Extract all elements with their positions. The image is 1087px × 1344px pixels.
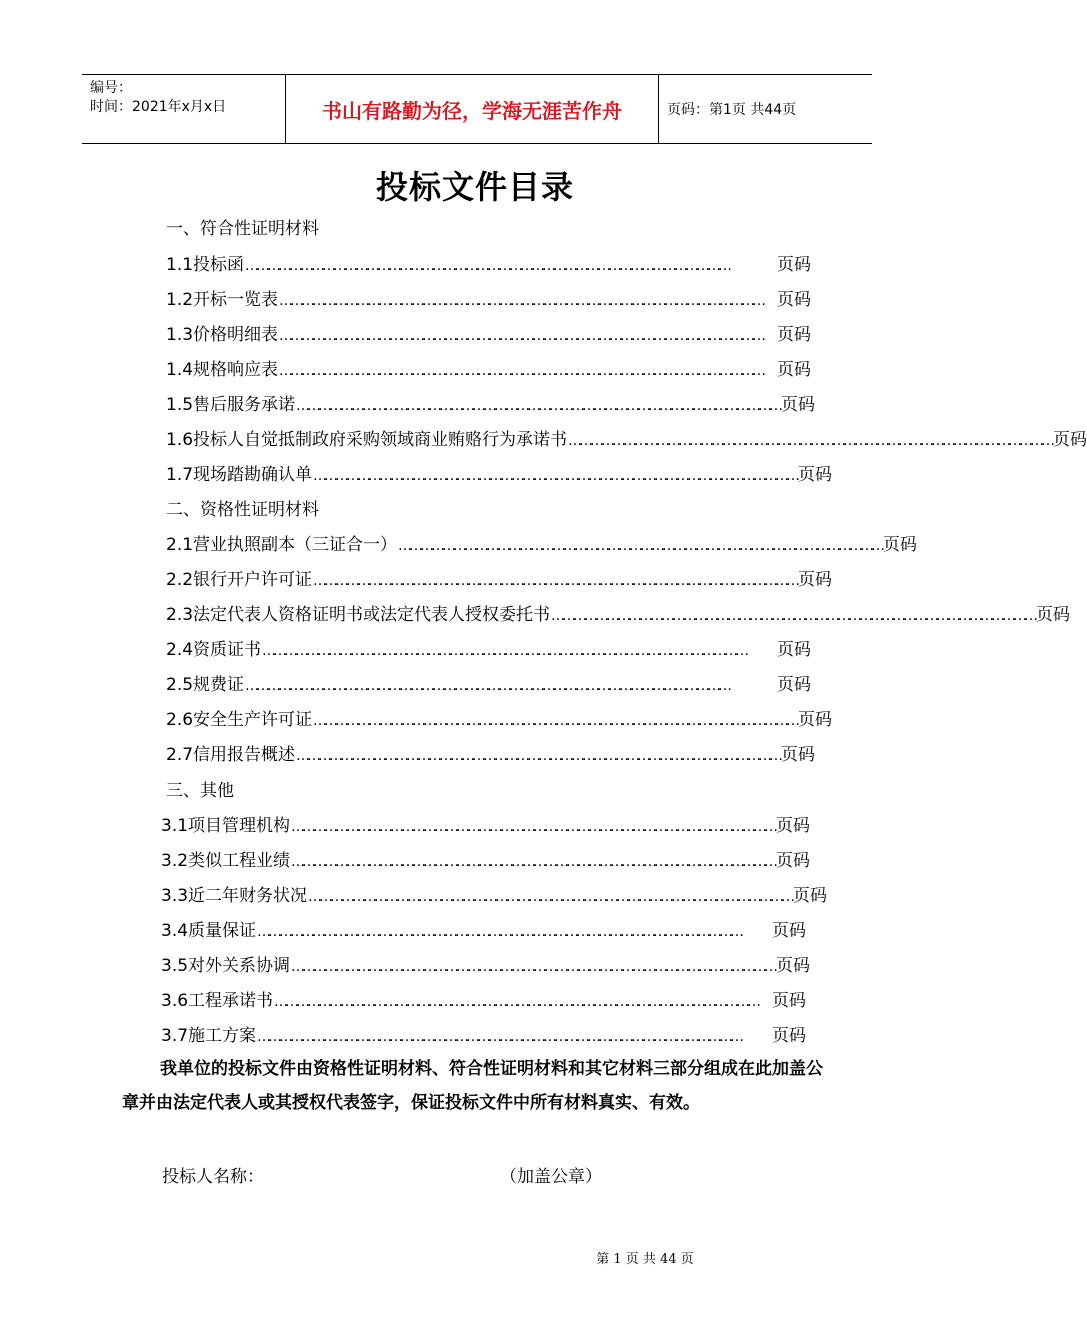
toc-entry-page: 页码: [793, 886, 828, 906]
header-page-label: 页码：第1页 共44页: [667, 102, 797, 118]
dot-leader: ……………………………………………………………………………………………………………………: [257, 924, 742, 940]
dot-leader: ……………………………………………………………………………………………………………………: [398, 538, 883, 554]
toc-entry-page: 页码: [777, 640, 811, 660]
toc-entry-label: 3.5对外关系协调: [161, 956, 291, 976]
toc-entry-label: 1.7现场踏勘确认单: [166, 465, 313, 485]
toc-entry-label: 1.6投标人自觉抵制政府采购领域商业贿赂行为承诺书: [166, 430, 568, 450]
dot-leader: ……………………………………………………………………………………………………………………: [313, 468, 798, 484]
dot-leader: ……………………………………………………………………………………………………………………: [291, 854, 776, 870]
toc-entry-label: 1.1投标函: [166, 255, 245, 275]
toc-entry-page: 页码: [1053, 430, 1087, 450]
toc-entry-page: 页码: [776, 851, 811, 871]
dot-leader: ……………………………………………………………………………………………………………………: [245, 258, 730, 274]
section-heading: 一、符合性证明材料: [166, 219, 319, 239]
toc-entry-page: 页码: [777, 325, 811, 345]
dot-leader: ……………………………………………………………………………………………………………………: [279, 363, 764, 379]
toc-entry-page: 页码: [798, 570, 833, 590]
page-title: 投标文件目录: [375, 168, 574, 206]
dot-leader: ……………………………………………………………………………………………………………………: [313, 713, 798, 729]
toc-entry: [161, 916, 806, 941]
toc-entry: [161, 846, 811, 871]
number-label: 编号：: [90, 80, 132, 96]
declaration-paragraph: 我单位的投标文件由资格性证明材料、符合性证明材料和其它材料三部分组成在此加盖公章并由法定代表人或其授权代表签字，保证投标文件中所有材料真实、有效。: [122, 1059, 823, 1113]
toc-entry-page: 页码: [777, 360, 811, 380]
toc-entry: [161, 811, 811, 836]
dot-leader: ……………………………………………………………………………………………………………………: [296, 398, 781, 414]
dot-leader: ……………………………………………………………………………………………………………………: [551, 608, 1036, 624]
toc-entry-label: 1.2开标一览表: [166, 290, 279, 310]
toc-entry: [161, 951, 811, 976]
toc-entry: [166, 600, 1071, 625]
dot-leader: ……………………………………………………………………………………………………………………: [296, 748, 781, 764]
toc-entry-label: 1.5售后服务承诺: [166, 395, 296, 415]
toc-entry-page: 页码: [772, 1026, 806, 1046]
toc-entry-page: 页码: [777, 255, 811, 275]
bidder-name-label: 投标人名称：: [162, 1167, 264, 1187]
toc-entry: [166, 320, 811, 345]
toc-entry: [166, 635, 811, 660]
toc-entry-page: 页码: [883, 535, 918, 555]
toc-entry-label: 3.3近二年财务状况: [161, 886, 308, 906]
toc-entry-page: 页码: [798, 465, 833, 485]
toc-entry: [161, 986, 806, 1011]
toc-entry-label: 2.7信用报告概述: [166, 745, 296, 765]
toc-entry: [166, 390, 816, 415]
dot-leader: ……………………………………………………………………………………………………………………: [308, 889, 793, 905]
toc-entry-page: 页码: [777, 290, 811, 310]
dot-leader: ……………………………………………………………………………………………………………………: [262, 643, 747, 659]
toc-entry: [166, 565, 833, 590]
toc-entry: [166, 530, 918, 555]
dot-leader: ……………………………………………………………………………………………………………………: [257, 1029, 742, 1045]
footer-page-number: 第 1 页 共 44 页: [596, 1252, 694, 1267]
toc-entry-page: 页码: [781, 395, 816, 415]
toc-entry-page: 页码: [777, 675, 811, 695]
dot-leader: ……………………………………………………………………………………………………………………: [274, 994, 759, 1010]
dot-leader: ……………………………………………………………………………………………………………………: [279, 293, 764, 309]
dot-leader: ……………………………………………………………………………………………………………………: [291, 819, 776, 835]
toc-entry-label: 2.1营业执照副本（三证合一）: [166, 535, 398, 555]
toc-entry-page: 页码: [772, 921, 806, 941]
document-header: [82, 74, 872, 144]
toc-entry-label: 3.6工程承诺书: [161, 991, 274, 1011]
toc-entry: [166, 670, 811, 695]
toc-entry: [166, 250, 811, 275]
toc-entry-label: 2.5规费证: [166, 675, 245, 695]
toc-entry: [166, 705, 833, 730]
section-heading: 二、资格性证明材料: [166, 500, 319, 520]
dot-leader: ……………………………………………………………………………………………………………………: [245, 678, 730, 694]
page-footer: [0, 1248, 950, 1267]
toc-entry-page: 页码: [776, 816, 811, 836]
seal-label: （加盖公章）: [500, 1167, 602, 1187]
toc-entry-label: 3.7施工方案: [161, 1026, 257, 1046]
toc-entry-label: 1.4规格响应表: [166, 360, 279, 380]
toc-entry-label: 3.4质量保证: [161, 921, 257, 941]
dot-leader: ……………………………………………………………………………………………………………………: [291, 959, 776, 975]
header-meta: [82, 75, 285, 143]
toc-entry-page: 页码: [1036, 605, 1071, 625]
dot-leader: ……………………………………………………………………………………………………………………: [313, 573, 798, 589]
toc-entry-label: 1.3价格明细表: [166, 325, 279, 345]
toc-entry: [166, 285, 811, 310]
toc-entry: [166, 740, 816, 765]
toc-entry-page: 页码: [772, 991, 806, 1011]
toc-entry: [161, 881, 828, 906]
toc-entry: [166, 460, 833, 485]
toc-entry: [161, 1021, 806, 1046]
dot-leader: ……………………………………………………………………………………………………………………: [568, 433, 1053, 449]
time-label: 时间：2021年x月x日: [90, 99, 227, 115]
header-motto: 书山有路勤为径，学海无涯苦作舟: [285, 75, 659, 143]
toc-entry-page: 页码: [781, 745, 816, 765]
toc-entry-label: 2.4资质证书: [166, 640, 262, 660]
toc-entry-label: 2.6安全生产许可证: [166, 710, 313, 730]
toc-entry-label: 3.1项目管理机构: [161, 816, 291, 836]
toc-entry-page: 页码: [776, 956, 811, 976]
toc-entry-page: 页码: [798, 710, 833, 730]
toc-entry: [166, 425, 1087, 450]
dot-leader: ……………………………………………………………………………………………………………………: [279, 328, 764, 344]
toc-entry-label: 2.2银行开户许可证: [166, 570, 313, 590]
toc-entry: [166, 355, 811, 380]
toc-entry-label: 3.2类似工程业绩: [161, 851, 291, 871]
toc-entry-label: 2.3法定代表人资格证明书或法定代表人授权委托书: [166, 605, 551, 625]
section-heading: 三、其他: [166, 781, 234, 801]
